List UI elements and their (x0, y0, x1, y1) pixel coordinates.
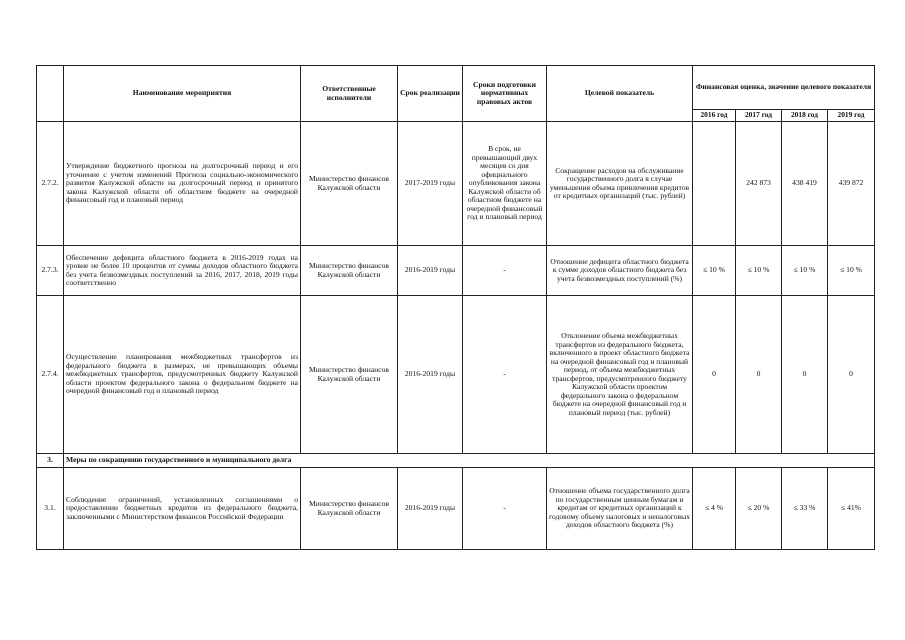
row-num: 2.7.2. (37, 122, 64, 246)
row-value-2018: 0 (782, 296, 828, 454)
row-name: Утверждение бюджетного прогноза на долгосрочный период и его уточнение с учетом изменений Прогноза социально-экономического развития Калужской области на долгосрочный период и принятого закона Калужской области об областном бюджете на очередной финансовый год и плановый период (64, 122, 301, 246)
table-row (37, 296, 875, 454)
header-name: Наименование мероприятия (64, 66, 301, 122)
row-value-2017: 242 873 (736, 122, 782, 246)
header-year-2019: 2019 год (828, 110, 875, 122)
row-legal-acts: - (463, 246, 547, 296)
row-value-2018: ≤ 33 % (782, 468, 828, 550)
row-value-2016 (693, 122, 736, 246)
row-value-2019: ≤ 10 % (828, 246, 875, 296)
row-term: 2016-2019 годы (398, 296, 463, 454)
section-row (37, 454, 875, 468)
row-indicator: Отношение объема государственного долга по государственным ценным бумагам и кредитам от кредитных организаций к годовому объему налоговых и неналоговых доходов областного бюджета (%) (547, 468, 693, 550)
row-value-2017: 0 (736, 296, 782, 454)
row-value-2019: 439 872 (828, 122, 875, 246)
row-value-2016: 0 (693, 296, 736, 454)
header-year-2016: 2016 год (693, 110, 736, 122)
header-num (37, 66, 64, 122)
row-value-2016: ≤ 10 % (693, 246, 736, 296)
header-year-2018: 2018 год (782, 110, 828, 122)
row-name: Соблюдение ограничений, установленных соглашениями о предоставлении бюджетных кредитов из федерального бюджета, заключенными с Министерством финансов Российской Федерации (64, 468, 301, 550)
header-responsible: Ответственные исполнители (301, 66, 398, 122)
row-term: 2016-2019 годы (398, 468, 463, 550)
row-num: 2.7.3. (37, 246, 64, 296)
row-legal-acts: В срок, не превышающий двух месяцев со дня официального опубликования закона Калужской области об областном бюджете на очередной финансовый год и плановый период (463, 122, 547, 246)
row-value-2019: ≤ 41% (828, 468, 875, 550)
row-term: 2016-2019 годы (398, 246, 463, 296)
row-indicator: Сокращение расходов на обслуживание государственного долга в случае уменьшения объема привлечения кредитов от кредитных организаций (тыс. рублей) (547, 122, 693, 246)
row-legal-acts: - (463, 296, 547, 454)
header-indicator: Целевой показатель (547, 66, 693, 122)
row-term: 2017-2019 годы (398, 122, 463, 246)
row-indicator: Отношение дефицита областного бюджета к сумме доходов областного бюджета без учета безвозмездных поступлений (%) (547, 246, 693, 296)
row-responsible: Министерство финансов Калужской области (301, 246, 398, 296)
row-num: 3.1. (37, 468, 64, 550)
header-year-2017: 2017 год (736, 110, 782, 122)
table-row (37, 122, 875, 246)
row-value-2017: ≤ 10 % (736, 246, 782, 296)
header-row (37, 66, 875, 110)
row-value-2018: ≤ 10 % (782, 246, 828, 296)
row-value-2018: 438 419 (782, 122, 828, 246)
section-title: Меры по сокращению государственного и муниципального долга (64, 454, 875, 468)
measures-table (36, 65, 875, 550)
header-term: Срок реализации (398, 66, 463, 122)
row-value-2016: ≤ 4 % (693, 468, 736, 550)
row-value-2017: ≤ 20 % (736, 468, 782, 550)
header-legal-acts: Сроки подготовки нормативных правовых актов (463, 66, 547, 122)
row-responsible: Министерство финансов Калужской области (301, 296, 398, 454)
section-num: 3. (37, 454, 64, 468)
header-financial: Финансовая оценка, значение целевого показателя (693, 66, 875, 110)
row-value-2019: 0 (828, 296, 875, 454)
table-row (37, 468, 875, 550)
row-name: Обеспечение дефицита областного бюджета в 2016-2019 годах на уровне не более 10 процентов от суммы доходов областного бюджета без учета безвозмездных поступлений за 2016, 2017, 2018, 2019 годы соответственно (64, 246, 301, 296)
row-responsible: Министерство финансов Калужской области (301, 468, 398, 550)
row-responsible: Министерство финансов Калужской области (301, 122, 398, 246)
row-legal-acts: - (463, 468, 547, 550)
row-num: 2.7.4. (37, 296, 64, 454)
table-row (37, 246, 875, 296)
row-indicator: Отклонение объема межбюджетных трансфертов из федерального бюджета, включенного в проект областного бюджета на очередной финансовый год и плановый период, от объема межбюджетных трансфертов, предусмотренного бюджету Калужской области проектом федерального закона о федеральном бюджете на очередной финансовый год и плановый период (тыс. рублей) (547, 296, 693, 454)
row-name: Осуществление планирования межбюджетных трансфертов из федерального бюджета в размерах, не превышающих объемы межбюджетных трансфертов, предусмотренных бюджету Калужской области проектом федерального закона о федеральном бюджете на очередной финансовый год и плановый период (64, 296, 301, 454)
